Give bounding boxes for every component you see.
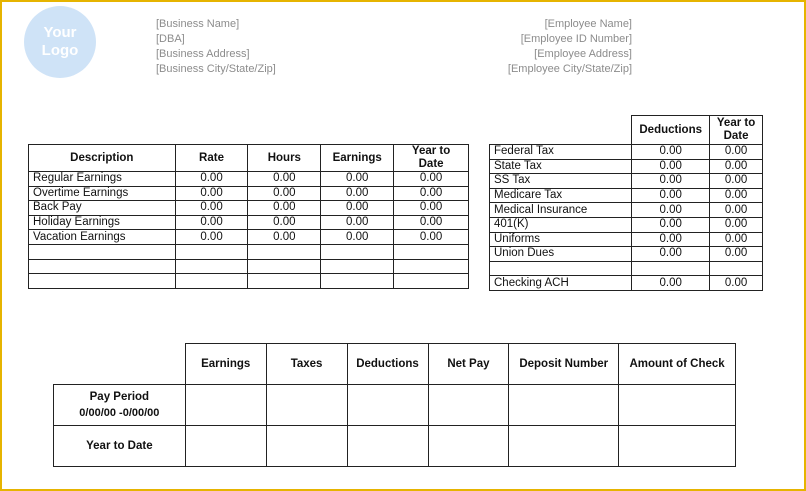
employee-city[interactable]: [Employee City/State/Zip] <box>507 63 632 75</box>
header-blank <box>54 344 186 385</box>
deduction-amount[interactable]: 0.00 <box>632 203 710 218</box>
empty-cell[interactable] <box>394 259 469 274</box>
pay-period-dates[interactable]: 0/00/00 -0/00/00 <box>79 407 160 419</box>
row-hours[interactable]: 0.00 <box>248 186 321 201</box>
col-hours: Hours <box>248 145 321 172</box>
empty-cell[interactable] <box>248 274 321 289</box>
col-amount-of-check: Amount of Check <box>619 344 736 385</box>
col-description: Description <box>29 145 176 172</box>
table-row <box>490 174 763 189</box>
deduction-amount[interactable]: 0.00 <box>632 159 710 174</box>
row-hours[interactable]: 0.00 <box>248 230 321 245</box>
ytd-label: Year to Date <box>54 426 186 467</box>
pay-period-cell <box>54 385 186 426</box>
empty-cell[interactable] <box>347 426 428 467</box>
deduction-amount[interactable]: 0.00 <box>632 145 710 160</box>
col-taxes: Taxes <box>266 344 347 385</box>
deductions-header-row <box>490 116 763 145</box>
table-row <box>29 215 469 230</box>
employee-info <box>508 17 632 77</box>
empty-cell[interactable] <box>29 259 176 274</box>
empty-cell[interactable] <box>347 385 428 426</box>
empty-cell[interactable] <box>266 385 347 426</box>
row-ytd[interactable]: 0.00 <box>394 172 469 187</box>
col-ytd: Year to Date <box>710 116 763 145</box>
row-description[interactable]: Back Pay <box>29 201 176 216</box>
col-deductions: Deductions <box>632 116 710 145</box>
col-net-pay: Net Pay <box>428 344 509 385</box>
row-description[interactable]: Regular Earnings <box>29 172 176 187</box>
ytd-row <box>54 426 736 467</box>
employee-id[interactable]: [Employee ID Number] <box>520 33 632 45</box>
deduction-label[interactable]: Uniforms <box>490 232 632 247</box>
deduction-label[interactable]: SS Tax <box>490 174 632 189</box>
col-rate: Rate <box>175 145 248 172</box>
header-blank <box>490 116 632 145</box>
row-rate[interactable]: 0.00 <box>175 186 248 201</box>
row-hours[interactable]: 0.00 <box>248 172 321 187</box>
table-row <box>29 172 469 187</box>
table-row <box>490 276 763 291</box>
checking-ytd[interactable]: 0.00 <box>710 276 763 291</box>
deduction-label[interactable]: Medicare Tax <box>490 188 632 203</box>
empty-cell[interactable] <box>509 385 619 426</box>
employee-name[interactable]: [Employee Name] <box>544 18 632 30</box>
business-address[interactable]: [Business Address] <box>156 48 250 60</box>
row-earnings[interactable]: 0.00 <box>321 201 394 216</box>
deduction-label[interactable]: 401(K) <box>490 217 632 232</box>
row-rate[interactable]: 0.00 <box>175 230 248 245</box>
empty-cell[interactable] <box>428 385 509 426</box>
empty-cell[interactable] <box>428 426 509 467</box>
row-description[interactable]: Holiday Earnings <box>29 215 176 230</box>
empty-cell[interactable] <box>175 274 248 289</box>
empty-cell[interactable] <box>321 259 394 274</box>
row-earnings[interactable]: 0.00 <box>321 230 394 245</box>
empty-cell[interactable] <box>175 244 248 259</box>
empty-cell[interactable] <box>185 426 266 467</box>
deduction-label[interactable]: Union Dues <box>490 247 632 262</box>
empty-cell[interactable] <box>248 244 321 259</box>
business-name[interactable]: [Business Name] <box>156 18 240 30</box>
row-hours[interactable]: 0.00 <box>248 215 321 230</box>
table-row <box>490 203 763 218</box>
empty-cell[interactable] <box>29 244 176 259</box>
row-earnings[interactable]: 0.00 <box>321 172 394 187</box>
deduction-amount[interactable]: 0.00 <box>632 174 710 189</box>
logo-line-2: Logo <box>41 42 79 59</box>
deduction-ytd[interactable]: 0.00 <box>710 145 763 160</box>
table-row <box>29 186 469 201</box>
deduction-label[interactable]: Federal Tax <box>490 145 632 160</box>
empty-cell[interactable] <box>321 244 394 259</box>
pay-period-row <box>54 385 736 426</box>
deduction-ytd[interactable]: 0.00 <box>710 203 763 218</box>
deduction-label[interactable]: Medical Insurance <box>490 203 632 218</box>
deduction-ytd[interactable]: 0.00 <box>710 247 763 262</box>
checking-label[interactable]: Checking ACH <box>490 276 632 291</box>
row-description[interactable]: Vacation Earnings <box>29 230 176 245</box>
table-row <box>29 201 469 216</box>
deduction-label[interactable]: State Tax <box>490 159 632 174</box>
row-rate[interactable]: 0.00 <box>175 201 248 216</box>
checking-amount[interactable]: 0.00 <box>632 276 710 291</box>
row-earnings[interactable]: 0.00 <box>321 215 394 230</box>
table-row <box>490 159 763 174</box>
logo-placeholder <box>24 6 96 78</box>
row-ytd[interactable]: 0.00 <box>394 201 469 216</box>
empty-cell[interactable] <box>321 274 394 289</box>
col-deductions: Deductions <box>347 344 428 385</box>
table-row-empty <box>490 261 763 276</box>
table-row <box>490 145 763 160</box>
table-row <box>490 232 763 247</box>
empty-cell[interactable] <box>619 426 736 467</box>
col-ytd: Year to Date <box>394 145 469 172</box>
empty-cell[interactable] <box>266 426 347 467</box>
employee-address[interactable]: [Employee Address] <box>534 48 632 60</box>
col-deposit-number: Deposit Number <box>509 344 619 385</box>
table-row <box>490 247 763 262</box>
table-row-empty <box>29 259 469 274</box>
deduction-ytd[interactable]: 0.00 <box>710 159 763 174</box>
table-row-empty <box>29 244 469 259</box>
empty-cell[interactable] <box>619 385 736 426</box>
row-rate[interactable]: 0.00 <box>175 215 248 230</box>
row-ytd[interactable]: 0.00 <box>394 215 469 230</box>
row-ytd[interactable]: 0.00 <box>394 186 469 201</box>
row-earnings[interactable]: 0.00 <box>321 186 394 201</box>
deductions-table <box>489 115 763 291</box>
empty-cell[interactable] <box>248 259 321 274</box>
deduction-ytd[interactable]: 0.00 <box>710 217 763 232</box>
row-rate[interactable]: 0.00 <box>175 172 248 187</box>
col-earnings: Earnings <box>185 344 266 385</box>
table-row <box>490 217 763 232</box>
deduction-amount[interactable]: 0.00 <box>632 217 710 232</box>
deduction-ytd[interactable]: 0.00 <box>710 232 763 247</box>
earnings-table <box>28 144 469 289</box>
row-hours[interactable]: 0.00 <box>248 201 321 216</box>
deduction-ytd[interactable]: 0.00 <box>710 188 763 203</box>
earnings-header-row <box>29 145 469 172</box>
logo-line-1: Your <box>43 24 77 41</box>
row-description[interactable]: Overtime Earnings <box>29 186 176 201</box>
table-row-empty <box>29 274 469 289</box>
empty-cell[interactable] <box>394 244 469 259</box>
deduction-amount[interactable]: 0.00 <box>632 232 710 247</box>
business-dba[interactable]: [DBA] <box>156 33 185 45</box>
empty-cell[interactable] <box>710 261 763 276</box>
deduction-ytd[interactable]: 0.00 <box>710 174 763 189</box>
empty-cell[interactable] <box>490 261 632 276</box>
empty-cell[interactable] <box>632 261 710 276</box>
summary-table <box>53 343 736 467</box>
empty-cell[interactable] <box>29 274 176 289</box>
table-row <box>490 188 763 203</box>
deduction-amount[interactable]: 0.00 <box>632 247 710 262</box>
deduction-amount[interactable]: 0.00 <box>632 188 710 203</box>
summary-header-row <box>54 344 736 385</box>
col-earnings: Earnings <box>321 145 394 172</box>
empty-cell[interactable] <box>175 259 248 274</box>
pay-period-label: Pay Period <box>89 391 150 403</box>
empty-cell[interactable] <box>185 385 266 426</box>
row-ytd[interactable]: 0.00 <box>394 230 469 245</box>
business-info <box>156 17 276 77</box>
empty-cell[interactable] <box>509 426 619 467</box>
empty-cell[interactable] <box>394 274 469 289</box>
business-city[interactable]: [Business City/State/Zip] <box>156 63 276 75</box>
table-row <box>29 230 469 245</box>
